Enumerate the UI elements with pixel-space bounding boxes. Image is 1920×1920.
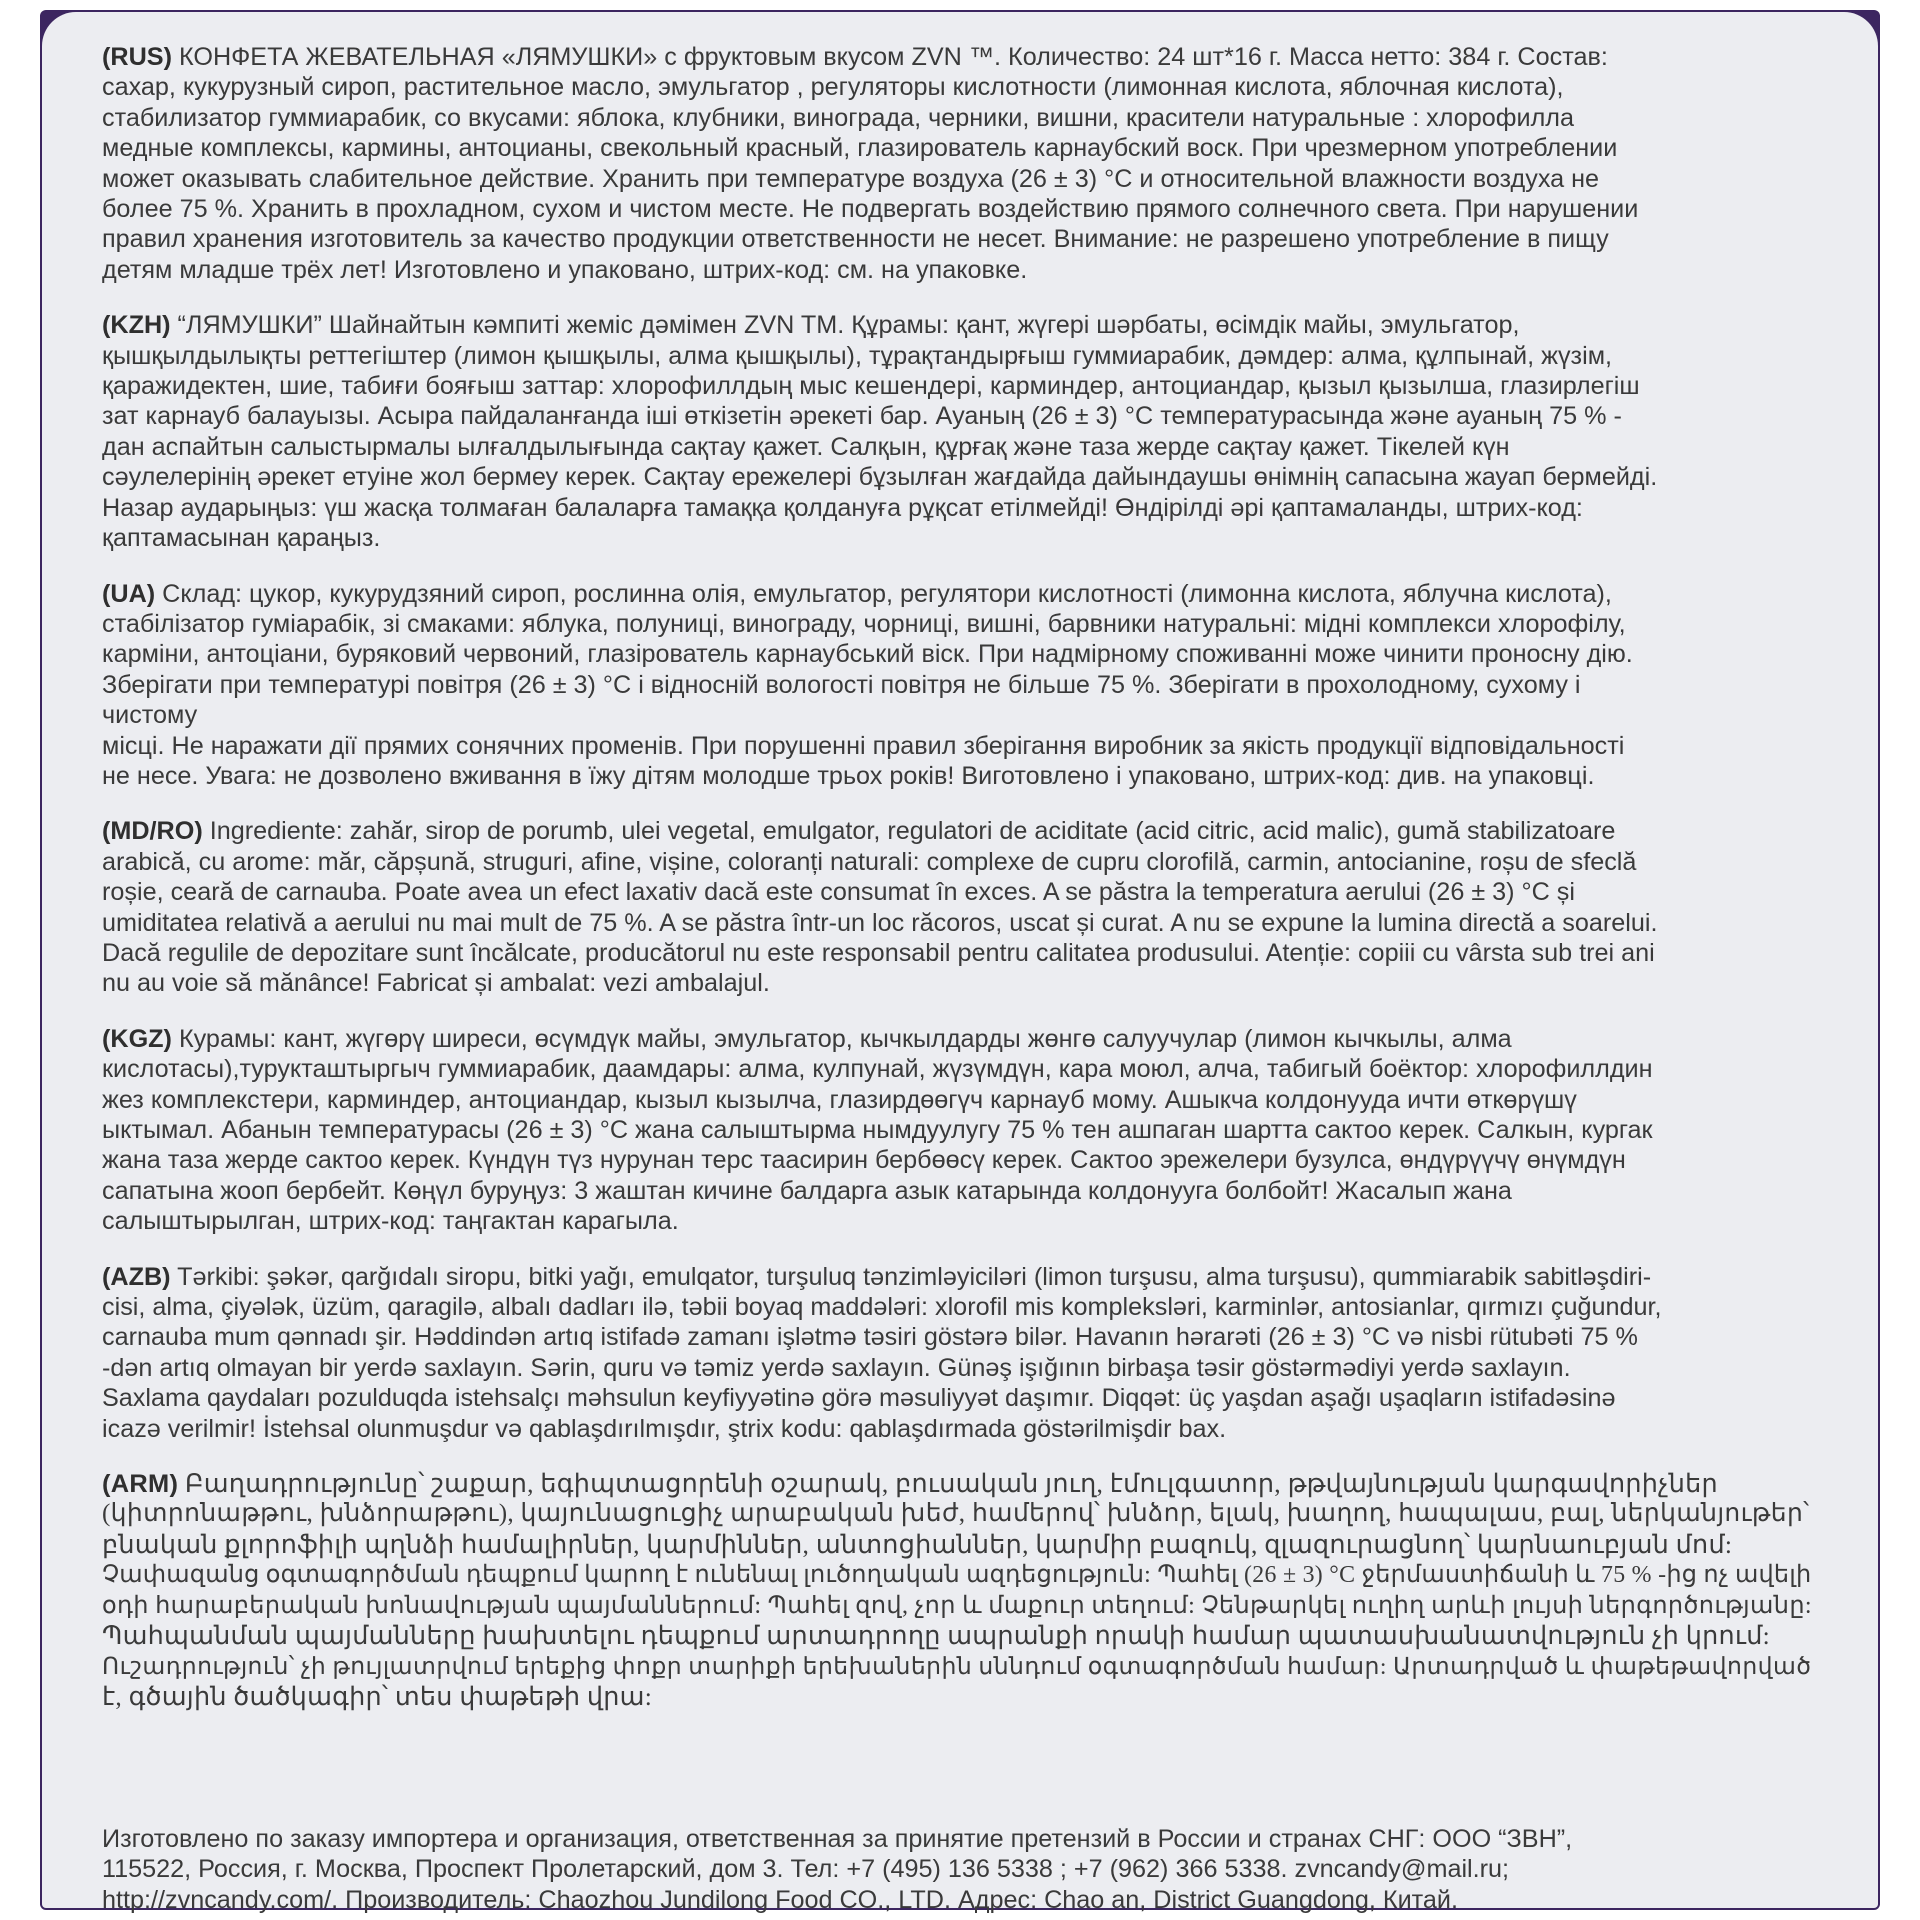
text-line: чистому — [102, 701, 198, 730]
section-rus — [102, 42, 1818, 285]
section-ua — [102, 579, 1818, 792]
section-arm — [102, 1469, 1818, 1712]
text-line-content: КОНФЕТА ЖЕВАТЕЛЬНАЯ «ЛЯМУШКИ» с фруктовым вкусом ZVN ™. Количество: 24 шт*16 г. Масса нетто: 384 г. Состав: — [171, 43, 1608, 71]
text-line: зат карнауб балауызы. Асыра пайдаланғанда іші өткізетін әрекеті бар. Ауаның (26 ± 3) °C температурасында және ауаның 75 % - — [102, 402, 1622, 431]
text-line-content: Tərkibi: şəkər, qarğıdalı siropu, bitki yağı, emulqator, turşuluq tənzimləyiciləri (limon turşusu, alma turşusu), qummiarabik sabitləşdiri- — [170, 1262, 1652, 1291]
text-line: кислотасы),турукташтыргыч гуммиарабик, даамдары: алма, кулпунай, жүзүмдүн, кара моюл, алча, табигый боёктор: хлорофиллдин — [102, 1055, 1653, 1084]
section-kgz — [102, 1024, 1818, 1237]
text-line: arabică, cu arome: măr, căpșună, struguri, afine, vișine, coloranți naturali: complexe de cupru clorofilă, carmin, antocianine, roșu de sfeclă — [102, 847, 1637, 876]
text-line: Изготовлено по заказу импортера и организация, ответственная за принятие претензий в России и странах СНГ: ООО “ЗВН”, — [102, 1825, 1573, 1853]
text-line-content: Курамы: кант, жүгөрү ширеси, өсүмдүк майы, эмульгатор, кычкылдарды жөнгө салуучулар (лимон кычкылы, алма — [171, 1024, 1512, 1053]
text-line: Պահպանման պայմանները խախտելու դեպքում արտադրողը ապրանքի որակի համար պատասխանատվություն չի կրում: — [102, 1622, 1770, 1651]
text-line: стабилизатор гуммиарабик, со вкусами: яблока, клубники, винограда, черники, вишни, красители натуральные : хлорофилла — [102, 103, 1574, 132]
language-tag: (UA) — [102, 579, 156, 608]
language-tag: (KZH) — [102, 311, 171, 340]
text-line: более 75 %. Хранить в прохладном, сухом и чистом месте. Не подвергать воздействию прямого солнечного света. При нарушении — [102, 195, 1639, 224]
text-line: дан аспайтын салыстырмалы ылғалдылығында сақтау қажет. Салқын, құрғақ және таза жерде сақтау қажет. Тікелей күн — [102, 432, 1510, 461]
text-line: місці. Не наражати дії прямих сонячних променів. При порушенні правил зберігання виробник за якість продукції відповідальності — [102, 731, 1625, 760]
text-line: carnauba mum qənnadı şir. Həddindən artıq istifadə zamanı işlətmə təsiri göstərə bilər. Havanın hərarəti (26 ± 3) °C və nisbi rütubəti 75 % — [102, 1323, 1638, 1352]
text-line: ыктымал. Абанын температурасы (26 ± 3) °C жана салыштырма нымдуулугу 75 % тен ашпаган шартта сактоо керек. Салкын, кургак — [102, 1116, 1653, 1144]
text-line: жана таза жерде сактоо керек. Күндүн түз нурунан терс таасирин бербөөсү керек. Сактоо эрежелери бузулса, өндүрүүчү өнүмдүн — [102, 1146, 1626, 1175]
text-line: 115522, Россия, г. Москва, Проспект Пролетарский, дом 3. Тел: +7 (495) 136 5338 ; +7 (962) 366 5338. zvncandy@mail.ru; — [102, 1855, 1510, 1884]
text-line-content: Ingrediente: zahăr, sirop de porumb, ulei vegetal, emulgator, regulatori de aciditate (acid citric, acid malic), gumă stabilizatoare — [202, 817, 1616, 846]
text-line — [102, 1024, 1818, 1054]
text-line: nu au voie să mănânce! Fabricat și ambalat: vezi ambalajul. — [102, 969, 770, 998]
text-line: қышқылдылықты реттегіштер (лимон қышқылы, алма қышқылы), тұрақтандырғыш гуммиарабик, дәмдер: алма, құлпынай, жүзім, — [102, 341, 1613, 370]
text-line: жез комплекстери, карминдер, антоциандар, кызыл кызылча, глазирдөөгүч карнауб мому. Ашыкча колдонууда ичти өткөрүшү — [102, 1085, 1577, 1114]
text-line — [102, 816, 1818, 846]
text-line: стабілізатор гуміарабік, зі смаками: яблука, полуниці, винограду, чорниці, вишні, барвники натуральні: мідні комплекси хлорофілу, — [102, 609, 1626, 638]
text-line: может оказывать слабительное действие. Хранить при температуре воздуха (26 ± 3) °C и относительной влажности воздуха не — [102, 164, 1600, 193]
language-tag: (AZB) — [102, 1262, 171, 1291]
text-line — [102, 42, 1818, 72]
text-line: медные комплексы, кармины, антоцианы, свекольный красный, глазирователь карнаубский воск. При чрезмерном употреблении — [102, 134, 1618, 163]
section-md-ro — [102, 816, 1818, 998]
text-line: сапатына жооп бербейт. Көңүл буруңуз: 3 жаштан кичине балдарга азык катарында колдонууга болбойт! Жасалып жана — [102, 1176, 1512, 1205]
section-kzh — [102, 310, 1818, 553]
text-line: է, գծային ծածկագիր՝ տես փաթեթի վրա: — [102, 1682, 653, 1711]
language-tag: (KGZ) — [102, 1024, 172, 1053]
text-line: -dən artıq olmayan bir yerdə saxlayın. Sərin, quru və təmiz yerdə saxlayın. Günəş işığının birbaşa təsir göstərmədiyi yerdə saxlayın. — [102, 1353, 1571, 1382]
text-line-content: Склад: цукор, кукурудзяний сироп, рослинна олія, емульгатор, регулятори кислотності (лимонна кислота, яблучна кислота), — [155, 579, 1612, 608]
text-line: детям младше трёх лет! Изготовлено и упаковано, штрих-код: см. на упаковке. — [102, 255, 1028, 284]
text-line: Dacă regulile de depozitare sunt încălcate, producătorul nu este responsabil pentru calitatea produsului. Atenție: copiii cu vârsta sub trei ani — [102, 938, 1655, 967]
text-line: icazə verilmir! İstehsal olunmuşdur və qablaşdırılmışdır, ştrix kodu: qablaşdırmada göstərilmişdir bax. — [102, 1414, 1227, 1443]
text-line: қаптамасынан қараңыз. — [102, 524, 381, 553]
text-line-content: Բաղադրությունը՝ շաքար, եգիպտացորենի օշարակ, բուսական յուղ, էմուլգատոր, թթվայնության կարգավորիչներ — [178, 1470, 1718, 1499]
text-line: Saxlama qaydaları pozulduqda istehsalçı məhsulun keyfiyyətinə görə məsuliyyət daşımır. Diqqət: üç yaşdan aşağı uşaqların istifadəsinə — [102, 1384, 1616, 1413]
text-line: не несе. Увага: не дозволено вживання в їжу дітям молодше трьох років! Виготовлено і упаковано, штрих-код: див. на упаковці. — [102, 761, 1595, 790]
text-line: қаражидектен, шие, табиғи бояғыш заттар: хлорофиллдың мыс кешендері, карминдер, антоциандар, қызыл қызылша, глазирлегіш — [102, 372, 1640, 401]
text-line — [102, 1469, 1818, 1499]
text-line: карміни, антоціани, буряковий червоний, глазірователь карнаубський віск. При надмірному споживанні може чинити проносну дію. — [102, 640, 1633, 669]
text-line — [102, 579, 1818, 609]
text-line: салыштырылган, штрих-код: таңгактан карагыла. — [102, 1207, 679, 1236]
text-line: Зберігати при температурі повітря (26 ± 3) °C і відносній вологості повітря не більше 75 %. Зберігати в прохолодному, сухому і — [102, 670, 1581, 699]
text-line: правил хранения изготовитель за качество продукции ответственности не несет. Внимание: не разрешено употребление в пищу — [102, 225, 1609, 254]
text-line: http://zvncandy.com/. Производитель: Chaozhou Jundilong Food CO., LTD. Адрес: Chao an, District Guangdong, Китай. — [102, 1885, 1458, 1914]
language-tag: (MD/RO) — [102, 817, 203, 846]
text-line — [102, 310, 1818, 340]
text-line: բնական քլորոֆիլի պղնձի համալիրներ, կարմիններ, անտոցիաններ, կարմիր բազուկ, զլազուրացնող՝ կարնաուբյան մոմ: — [102, 1530, 1733, 1559]
language-tag: (ARM) — [102, 1470, 179, 1499]
section-azb — [102, 1262, 1818, 1444]
text-line: сахар, кукурузный сироп, растительное масло, эмульгатор , регуляторы кислотности (лимонная кислота, яблочная кислота), — [102, 73, 1564, 102]
text-line: (կիտրոնաթթու, խնձորաթթու), կայունացուցիչ արաբական խեժ, համերով՝ խնձոր, ելակ, խաղող, հապալաս, բալ, ներկանյութեր՝ — [102, 1500, 1810, 1528]
text-line-content: “ЛЯМУШКИ” Шайнайтын кәмпиті жеміс дәмімен ZVN TM. Құрамы: қант, жүгері шәрбаты, өсімдік майы, эмульгатор, — [170, 311, 1520, 340]
text-line: cisi, alma, çiyələk, üzüm, qaragilə, albalı dadları ilə, təbii boyaq maddələri: xlorofil mis kompleksləri, karminlər, antosianlar, qırmızı çuğundur, — [102, 1293, 1662, 1322]
ingredients-label — [42, 12, 1878, 1914]
text-line: сәулелерінің әрекет етуіне жол бермеу керек. Сақтау ережелері бұзылған жағдайда дайындаушы өнімнің сапасына жауап бермейді. — [102, 463, 1658, 492]
text-line: օդի հարաբերական խոնավության պայմաններում: Պահել զով, չոր և մաքուր տեղում: Չենթարկել ուղիղ արևի լույսի ներգործությանը: — [102, 1592, 1812, 1619]
text-line: roșie, ceară de carnauba. Poate avea un efect laxativ dacă este consumat în exces. A se păstra la temperatura aerului (26 ± 3) °C și — [102, 878, 1575, 907]
text-line: Назар аударыңыз: үш жасқа толмаған балаларға тамаққа қолдануға рұқсат етілмейді! Өндірілді әрі қаптамаланды, штрих-код: — [102, 493, 1583, 522]
language-tag: (RUS) — [102, 43, 172, 71]
text-line: umiditatea relativă a aerului nu mai mult de 75 %. A se păstra într-un loc răcoros, uscat și curat. A nu se expune la lumina directă a soarelui. — [102, 908, 1658, 937]
importer-footer — [102, 1824, 1818, 1915]
text-line: Չափազանց օգտագործման դեպքում կարող է ունենալ լուծողական ազդեցություն: Պահել (26 ± 3) °C ջերմաստիճանի և 75 % -ից ոչ ավելի — [102, 1562, 1812, 1589]
text-line: Ուշադրություն՝ չի թույլատրվում երեքից փոքր տարիքի երեխաներին սննդում օգտագործման համար: Արտադրված և փաթեթավորված — [102, 1653, 1812, 1680]
text-line — [102, 1262, 1818, 1292]
